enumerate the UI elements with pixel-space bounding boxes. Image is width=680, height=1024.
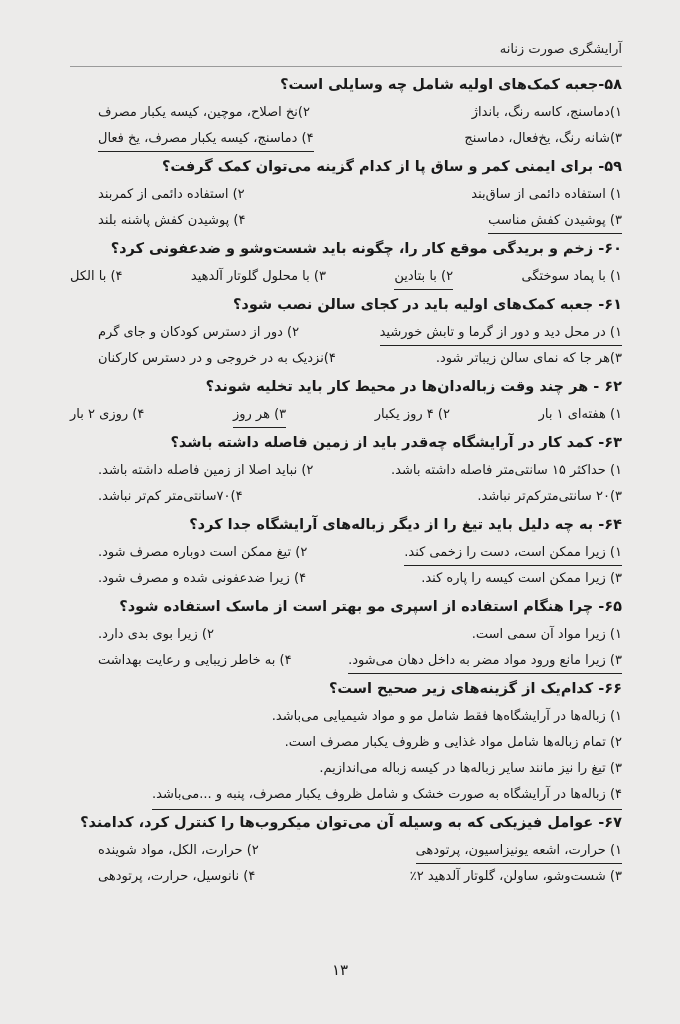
question-block — [70, 674, 622, 808]
answer-option: ۴) به خاطر زیبایی و رعایت بهداشت — [98, 653, 292, 668]
answer-option: ۳) شست‌وشو، ساولن، گلوتار آلدهید ۲٪ — [409, 869, 622, 884]
question-block — [70, 428, 622, 510]
options-row — [70, 402, 622, 428]
answer-option: ۱) استفاده دائمی از ساق‌بند — [471, 187, 622, 202]
answer-option: ۴) نانوسیل، حرارت، پرتودهی — [98, 869, 256, 884]
question-title: ۶۶- کدام‌یک از گزینه‌های زیر صحیح است؟ — [328, 681, 622, 697]
answer-option: ۳)۲۰ سانتی‌مترکم‌تر نباشد. — [477, 489, 622, 504]
options-line — [70, 730, 622, 756]
answer-option-underlined: ۴) زباله‌ها در آرایشگاه به صورت خشک و شامل ظروف یکبار مصرف، پنبه و ...می‌باشد. — [152, 782, 622, 810]
answer-option: ۲) ۴ روز یکبار — [374, 407, 450, 422]
question-block — [70, 510, 622, 592]
answer-option: ۱) زیرا مواد آن سمی است. — [471, 627, 622, 642]
answer-option: ۱) هفته‌ای ۱ بار — [538, 407, 622, 422]
answer-option: ۲) دور از دسترس کودکان و جای گرم — [98, 325, 300, 340]
question-title: ۶۳- کمد کار در آرایشگاه چه‌قدر باید از زمین فاصله داشته باشد؟ — [170, 435, 622, 451]
options-row — [70, 126, 622, 152]
options-row — [70, 484, 622, 510]
answer-option: ۱) زباله‌ها در آرایشگاه‌ها فقط شامل مو و مواد شیمیایی می‌باشد. — [271, 709, 622, 724]
options-row — [70, 864, 622, 890]
answer-option: ۲) حرارت، الکل، مواد شوینده — [98, 843, 259, 858]
answer-option: ۳)هر جا که نمای سالن زیباتر شود. — [435, 351, 622, 366]
answer-option-underlined: ۲) با بتادین — [394, 264, 453, 290]
answer-option-underlined: ۴) دماسنج، کیسه یکبار مصرف، یخ فعال — [98, 126, 314, 152]
question-block — [70, 290, 622, 372]
answer-option-underlined: ۳) هر روز — [233, 402, 286, 428]
answer-option: ۲) زیرا بوی بدی دارد. — [98, 627, 214, 642]
question-title: ۶۱- جعبه کمک‌های اولیه باید در کجای سالن نصب شود؟ — [232, 297, 622, 313]
question-title: ۶۲ - هر چند وقت زباله‌دان‌ها در محیط کار باید تخلیه شوند؟ — [205, 379, 622, 395]
answer-option-underlined: ۱) حرارت، اشعه یونیزاسیون، پرتودهی — [416, 838, 622, 864]
answer-option: ۳) با محلول گلوتار آلدهید — [190, 269, 326, 284]
options-row — [70, 264, 622, 290]
running-header: آرایشگری صورت زنانه — [499, 42, 622, 57]
answer-option: ۱)دماسنج، کاسه رنگ، باند‌اژ — [471, 105, 622, 120]
question-block — [70, 372, 622, 428]
answer-option: ۴) پوشیدن کفش پاشنه بلند — [98, 213, 246, 228]
answer-option: ۳)شانه رنگ، یخ‌فعال، دماسنج — [464, 131, 622, 146]
question-title: ۶۵- چرا هنگام استفاده از اسپری مو بهتر است از ماسک استفاده شود؟ — [119, 599, 622, 615]
answer-option: ۲) تمام زباله‌ها شامل مواد غذایی و ظروف یکبار مصرف است. — [284, 735, 622, 750]
answer-option-underlined: ۳) زیرا مانع ورود مواد مضر به داخل دهان می‌شود. — [348, 648, 622, 674]
answer-option: ۳) زیرا ممکن است کیسه را پاره کند. — [421, 571, 622, 586]
answer-option: ۴) با الکل — [70, 269, 123, 284]
answer-option: ۴) روزی ۲ بار — [70, 407, 145, 422]
answer-option-underlined: ۱) زیرا ممکن است، دست را زخمی کند. — [404, 540, 622, 566]
question-block — [70, 70, 622, 152]
question-block — [70, 234, 622, 290]
options-row — [70, 648, 622, 674]
question-title: ۵۹- برای ایمنی کمر و ساق پا از کدام گزینه می‌توان کمک گرفت؟ — [161, 159, 622, 175]
answer-option: ۱) حداکثر ۱۵ سانتی‌متر فاصله داشته باشد. — [391, 463, 622, 478]
page-number: ۱۳ — [331, 961, 349, 979]
options-row — [70, 346, 622, 372]
question-title: ۶۷- عوامل فیزیکی که به وسیله آن می‌توان میکروب‌ها را کنترل کرد، کدامند؟ — [80, 815, 622, 831]
options-line — [70, 782, 622, 808]
answer-option: ۴)نزدیک به در خروجی و در دسترس کارکنان — [98, 351, 336, 366]
options-row — [70, 182, 622, 208]
options-row — [70, 838, 622, 864]
options-row — [70, 622, 622, 648]
answer-option-underlined: ۱) در محل دید و دور از گرما و تابش خورشید — [380, 320, 622, 346]
questions-container — [70, 70, 622, 890]
options-line — [70, 756, 622, 782]
answer-option-underlined: ۳) پوشیدن کفش مناسب — [488, 208, 622, 234]
question-block — [70, 152, 622, 234]
answer-option: ۲) نباید اصلا از زمین فاصله داشته باشد. — [98, 463, 314, 478]
question-block — [70, 808, 622, 890]
answer-option: ۴) زیرا ضدعفونی شده و مصرف شود. — [98, 571, 307, 586]
answer-option: ۳) تیغ را نیز مانند سایر زباله‌ها در کیسه زباله می‌اندازیم. — [319, 761, 622, 776]
answer-option: ۲) تیغ ممکن است دوباره مصرف شود. — [98, 545, 308, 560]
options-line — [70, 704, 622, 730]
question-title: ۵۸-جعبه کمک‌های اولیه شامل چه وسایلی است؟ — [280, 77, 622, 93]
answer-option: ۴)۷۰سانتی‌متر کم‌تر نباشد. — [98, 489, 243, 504]
options-row — [70, 208, 622, 234]
answer-option: ۲) استفاده دائمی از کمربند — [98, 187, 245, 202]
question-title: ۶۰- زخم و بریدگی موقع کار را، چگونه باید شست‌وشو و ضدعفونی کرد؟ — [110, 241, 622, 257]
options-row — [70, 320, 622, 346]
question-title: ۶۴- به چه دلیل باید تیغ را از دیگر زباله‌های آرایشگاه جدا کرد؟ — [189, 517, 622, 533]
options-row — [70, 540, 622, 566]
header-rule — [70, 66, 622, 67]
question-block — [70, 592, 622, 674]
answer-option: ۲)نخ اصلاح، موچین، کیسه یکبار مصرف — [98, 105, 310, 120]
options-row — [70, 458, 622, 484]
options-row — [70, 566, 622, 592]
options-row — [70, 100, 622, 126]
answer-option: ۱) با پماد سوختگی — [521, 269, 622, 284]
